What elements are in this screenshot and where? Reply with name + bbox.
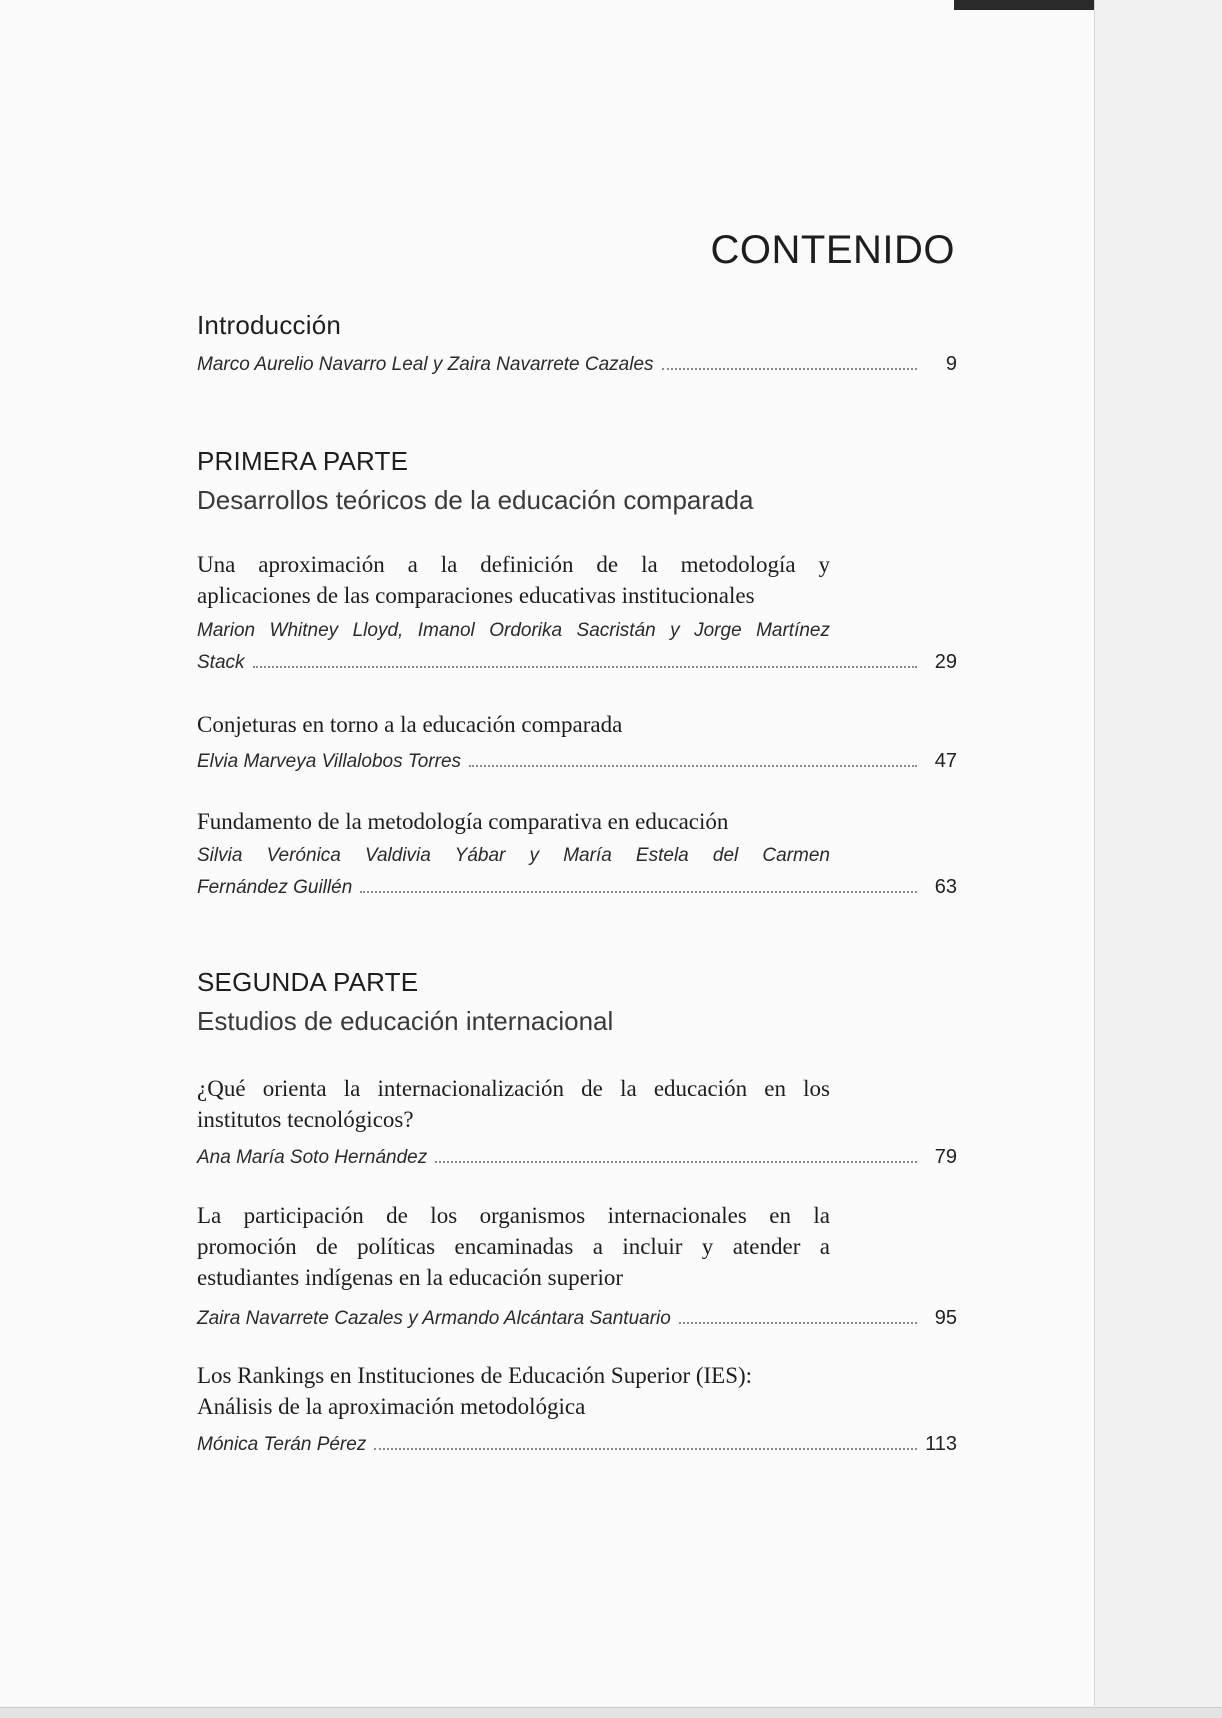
page-number: 95 xyxy=(934,1307,957,1329)
toc-entry xyxy=(197,1302,957,1330)
page-number: 63 xyxy=(934,876,957,898)
entry-title-line: Análisis de la aproximación metodológica xyxy=(197,1394,586,1419)
part1-heading: PRIMERA PARTE xyxy=(197,446,409,476)
scan-edge-top xyxy=(954,0,1094,10)
toc-entry xyxy=(197,745,957,773)
toc-entry xyxy=(197,1141,957,1169)
scan-edge-bottom xyxy=(0,1707,1222,1718)
entry-title xyxy=(197,806,830,837)
part2-heading: SEGUNDA PARTE xyxy=(197,967,419,997)
entry-title-line: La participación de los organismos internacionales en la xyxy=(197,1203,830,1228)
dot-leader xyxy=(253,665,917,668)
entry-title-line: ¿Qué orienta la internacionalización de la educación en los xyxy=(197,1076,830,1101)
entry-author: Ana María Soto Hernández xyxy=(197,1147,428,1168)
entry-author: Mónica Terán Pérez xyxy=(197,1434,367,1455)
entry-title-line: aplicaciones de las comparaciones educativas institucionales xyxy=(197,583,755,608)
page-number: 79 xyxy=(934,1146,957,1168)
entry-title xyxy=(197,549,830,611)
toc-entry xyxy=(197,1428,957,1456)
entry-author: Zaira Navarrete Cazales y Armando Alcántara Santuario xyxy=(197,1308,671,1329)
entry-author: Stack xyxy=(197,652,245,673)
page-number: 9 xyxy=(945,353,957,375)
dot-leader xyxy=(360,890,917,893)
dot-leader xyxy=(435,1160,917,1163)
entry-title-line: promoción de políticas encaminadas a incluir y atender a xyxy=(197,1234,830,1259)
entry-title xyxy=(197,1073,830,1135)
page-number: 47 xyxy=(934,750,957,772)
part1-subtitle: Desarrollos teóricos de la educación comparada xyxy=(197,485,754,515)
part2-subtitle: Estudios de educación internacional xyxy=(197,1006,614,1036)
page-title: CONTENIDO xyxy=(710,228,955,272)
entry-title xyxy=(197,709,830,740)
introduction-heading: Introducción xyxy=(197,310,342,340)
entry-title-line: Una aproximación a la definición de la metodología y xyxy=(197,552,830,577)
entry-author-line: Silvia Verónica Valdivia Yábar y María Estela del Carmen xyxy=(197,845,830,866)
entry-author-line: Marion Whitney Lloyd, Imanol Ordorika Sacristán y Jorge Martínez xyxy=(197,620,830,641)
entry-author: Marco Aurelio Navarro Leal y Zaira Navarrete Cazales xyxy=(197,354,654,375)
page-number: 113 xyxy=(925,1433,957,1455)
dot-leader xyxy=(662,367,917,370)
entry-title xyxy=(197,1200,830,1293)
toc-entry xyxy=(197,646,957,674)
entry-title-line: Los Rankings en Instituciones de Educación Superior (IES): xyxy=(197,1363,753,1388)
toc-entry-introduction xyxy=(197,348,957,376)
dot-leader xyxy=(469,764,917,767)
toc-entry xyxy=(197,871,957,899)
entry-author: Elvia Marveya Villalobos Torres xyxy=(197,751,462,772)
entry-author: Fernández Guillén xyxy=(197,877,353,898)
entry-title xyxy=(197,1360,830,1422)
entry-title-line: institutos tecnológicos? xyxy=(197,1107,414,1132)
page-number: 29 xyxy=(934,651,957,673)
entry-title-line: estudiantes indígenas en la educación superior xyxy=(197,1265,623,1290)
entry-title-line: Fundamento de la metodología comparativa en educación xyxy=(197,809,729,834)
dot-leader xyxy=(679,1321,917,1324)
dot-leader xyxy=(374,1447,917,1450)
entry-title-line: Conjeturas en torno a la educación comparada xyxy=(197,712,623,737)
